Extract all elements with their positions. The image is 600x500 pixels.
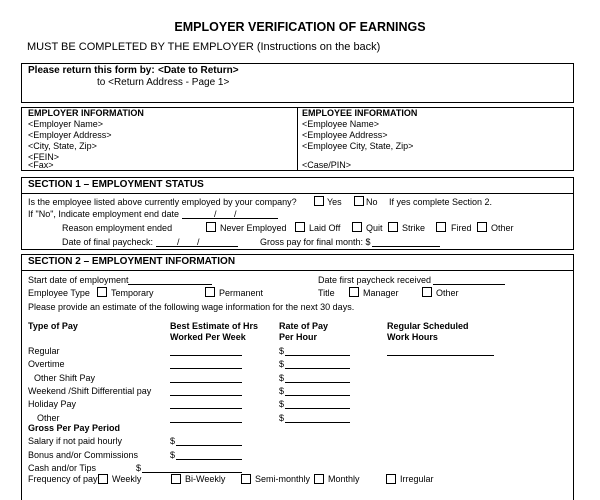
pay-type-holiday: Holiday Pay [28,399,77,409]
quit-checkbox[interactable] [352,222,362,232]
other-pay-hours-field[interactable] [170,422,242,423]
other-shift-rate-field[interactable] [285,382,350,383]
reason-other-checkbox[interactable] [477,222,487,232]
title-label: Title [318,288,335,298]
bi-weekly-checkbox[interactable] [171,474,181,484]
employed-yes-checkbox[interactable] [314,196,324,206]
return-label: Please return this form by: [28,65,155,76]
employee-type-label: Employee Type [28,288,90,298]
employee-address[interactable]: <Employee Address> [302,130,388,140]
weekend-shift-rate-field[interactable] [285,395,350,396]
bonus-label: Bonus and/or Commissions [28,450,139,460]
frequency-label: Frequency of pay [28,474,98,484]
employed-yes-label: Yes [327,197,342,207]
never-employed-label: Never Employed [220,223,287,233]
start-date-label: Start date of employment [28,275,129,285]
first-paycheck-label: Date first paycheck received [318,275,432,285]
section2-divider [21,270,574,271]
gross-final-month-label: Gross pay for final month: $ [260,237,371,247]
end-date-slash-1: / [214,209,217,219]
employer-fax[interactable]: <Fax> [28,160,54,170]
never-employed-checkbox[interactable] [206,222,216,232]
title-other-label: Other [436,288,459,298]
quit-label: Quit [366,223,383,233]
irregular-label: Irregular [400,474,434,484]
pay-type-overtime: Overtime [28,359,65,369]
other-shift-hours-field[interactable] [170,382,242,383]
monthly-label: Monthly [328,474,360,484]
form-title: EMPLOYER VERIFICATION OF EARNINGS [174,20,426,34]
laid-off-label: Laid Off [309,223,341,233]
overtime-rate-field[interactable] [285,368,350,369]
regular-hours-field[interactable] [170,355,242,356]
holiday-hours-field[interactable] [170,408,242,409]
pay-type-other-shift: Other Shift Pay [34,373,96,383]
weekly-label: Weekly [112,474,142,484]
permanent-checkbox[interactable] [205,287,215,297]
salary-dollar: $ [170,436,176,446]
other-pay-rate-field[interactable] [285,422,350,423]
fired-label: Fired [451,223,472,233]
final-paycheck-slash-2: / [197,237,200,247]
monthly-checkbox[interactable] [314,474,324,484]
start-date-field[interactable] [128,284,212,285]
estimate-instructions: Please provide an estimate of the following wage information for the next 30 days. [28,302,355,312]
employed-no-label: No [366,197,378,207]
other-pay-rate-dollar: $ [279,413,285,423]
title-other-checkbox[interactable] [422,287,432,297]
final-paycheck-label: Date of final paycheck: [62,237,154,247]
overtime-rate-dollar: $ [279,359,285,369]
pay-type-other: Other [37,413,60,423]
section1-heading: SECTION 1 – EMPLOYMENT STATUS [28,179,204,190]
if-yes-note: If yes complete Section 2. [389,197,493,207]
gross-per-pay-period-heading: Gross Per Pay Period [28,423,121,433]
employer-city-state-zip[interactable]: <City, State, Zip> [28,141,97,151]
col-type-of-pay: Type of Pay [28,321,78,331]
end-date-slash-2: / [234,209,237,219]
regular-scheduled-field[interactable] [387,355,494,356]
manager-checkbox[interactable] [349,287,359,297]
employed-no-checkbox[interactable] [354,196,364,206]
employed-question: Is the employee listed above currently employed by your company? [28,197,297,207]
overtime-hours-field[interactable] [170,368,242,369]
salary-label: Salary if not paid hourly [28,436,123,446]
fired-checkbox[interactable] [436,222,446,232]
employer-fein[interactable]: <FEIN> [28,152,60,162]
permanent-label: Permanent [219,288,264,298]
return-address[interactable]: to <Return Address - Page 1> [97,77,230,88]
employer-address[interactable]: <Employer Address> [28,130,112,140]
cash-tips-field[interactable] [142,472,242,473]
weekly-checkbox[interactable] [98,474,108,484]
employee-city-state-zip[interactable]: <Employee City, State, Zip> [302,141,414,151]
reason-label: Reason employment ended [62,223,173,233]
other-shift-rate-dollar: $ [279,373,285,383]
holiday-rate-field[interactable] [285,408,350,409]
employee-case-pin[interactable]: <Case/PIN> [302,160,352,170]
pay-type-weekend-shift: Weekend /Shift Differential pay [28,386,152,396]
form-subtitle: MUST BE COMPLETED BY THE EMPLOYER (Instructions on the back) [27,41,381,53]
end-date-label: If "No", Indicate employment end date [28,209,179,219]
return-date-placeholder[interactable]: <Date to Return> [158,65,239,76]
employer-heading: EMPLOYER INFORMATION [28,108,144,118]
section1-divider [21,193,574,194]
final-paycheck-slash-1: / [177,237,180,247]
laid-off-checkbox[interactable] [295,222,305,232]
end-date-field[interactable] [182,218,278,219]
regular-rate-dollar: $ [279,346,285,356]
gross-final-month-field[interactable] [372,246,440,247]
weekend-shift-rate-dollar: $ [279,386,285,396]
semi-monthly-checkbox[interactable] [241,474,251,484]
holiday-rate-dollar: $ [279,399,285,409]
first-paycheck-field[interactable] [433,284,505,285]
bonus-field[interactable] [176,459,242,460]
strike-label: Strike [402,223,426,233]
semi-monthly-label: Semi-monthly [255,474,311,484]
temporary-checkbox[interactable] [97,287,107,297]
parties-divider [297,107,298,171]
employer-name[interactable]: <Employer Name> [28,119,104,129]
col-rate-of-pay: Rate of Pay Per Hour [279,321,329,342]
section2-heading: SECTION 2 – EMPLOYMENT INFORMATION [28,256,236,267]
col-hours-estimate: Best Estimate of Hrs Worked Per Week [170,321,259,342]
salary-field[interactable] [176,445,242,446]
strike-checkbox[interactable] [388,222,398,232]
bi-weekly-label: Bi-Weekly [185,474,226,484]
bonus-dollar: $ [170,450,176,460]
reason-other-label: Other [491,223,514,233]
cash-tips-label: Cash and/or Tips [28,463,97,473]
manager-label: Manager [363,288,399,298]
pay-type-regular: Regular [28,346,60,356]
temporary-label: Temporary [111,288,154,298]
regular-rate-field[interactable] [285,355,350,356]
cash-tips-dollar: $ [136,463,142,473]
irregular-checkbox[interactable] [386,474,396,484]
col-regular-scheduled: Regular Scheduled Work Hours [387,321,469,342]
weekend-shift-hours-field[interactable] [170,395,242,396]
employee-heading: EMPLOYEE INFORMATION [302,108,418,118]
employee-name[interactable]: <Employee Name> [302,119,380,129]
